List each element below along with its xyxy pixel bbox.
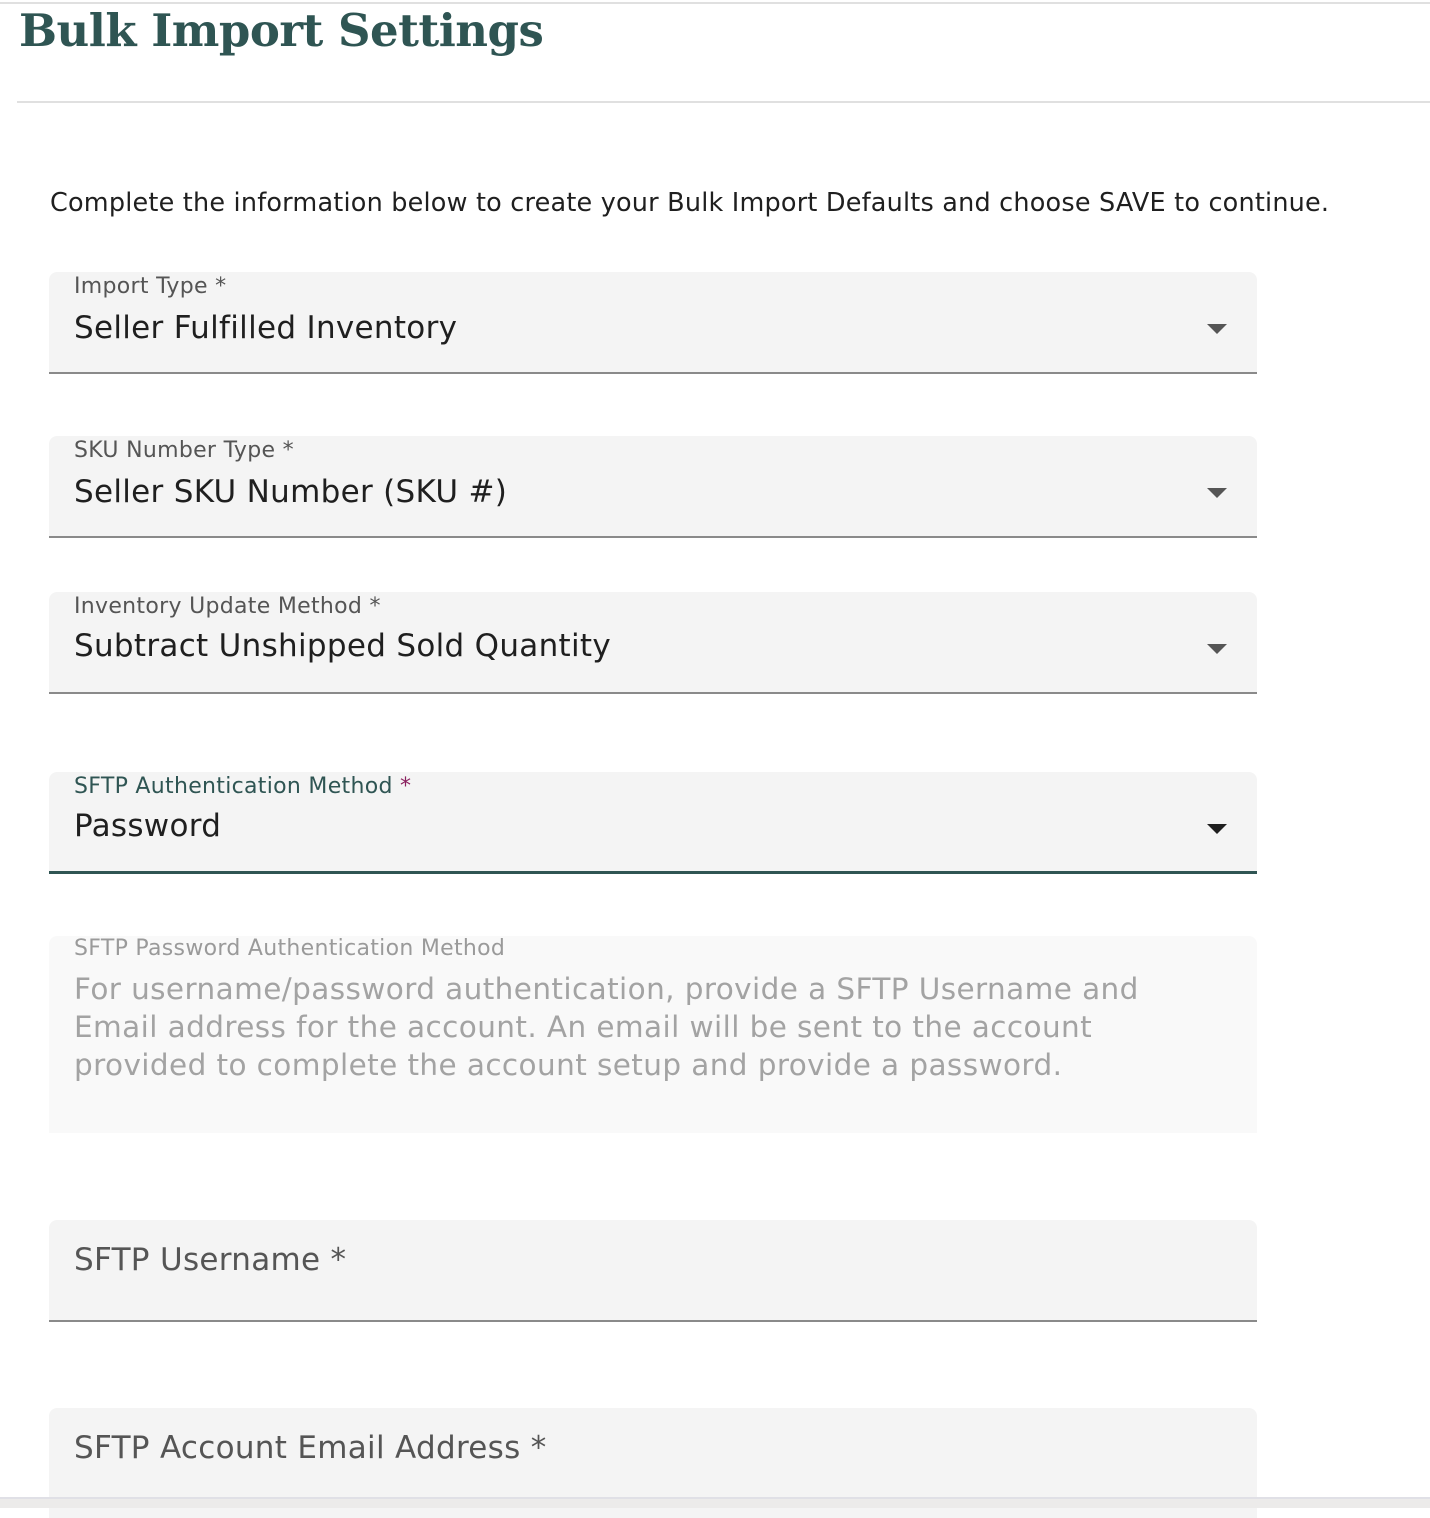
sftp-auth-method-value: Password [74,808,222,844]
dropdown-arrow-icon[interactable] [1207,644,1227,654]
import-type-select[interactable] [49,272,1257,374]
sftp-password-auth-info [49,936,1257,1133]
sftp-email-placeholder: SFTP Account Email Address * [74,1430,547,1466]
bottom-bar [0,1497,1430,1508]
sftp-password-auth-label: SFTP Password Authentication Method [74,936,506,961]
inventory-update-method-label: Inventory Update Method * [74,594,381,619]
sftp-password-auth-text: For username/password authentication, provide a SFTP Username and Email address for the account. An email will be sent to the account provided to complete the account setup and provide a password. [74,972,1139,1082]
intro-text: Complete the information below to create your Bulk Import Defaults and choose SAVE to continue. [50,188,1330,218]
page-title: Bulk Import Settings [19,4,544,57]
sftp-auth-method-label: SFTP Authentication Method * [74,774,412,799]
dropdown-arrow-icon[interactable] [1207,324,1227,334]
sftp-username-input[interactable] [49,1220,1257,1322]
inventory-update-method-select[interactable] [49,592,1257,694]
sku-number-type-select[interactable] [49,436,1257,538]
header-divider [17,101,1430,103]
dropdown-arrow-icon[interactable] [1207,824,1227,834]
import-type-value: Seller Fulfilled Inventory [74,310,458,346]
dropdown-arrow-icon[interactable] [1207,488,1227,498]
sftp-username-placeholder: SFTP Username * [74,1242,347,1278]
import-type-label: Import Type * [74,274,227,299]
sku-number-type-value: Seller SKU Number (SKU #) [74,474,508,510]
sku-number-type-label: SKU Number Type * [74,438,294,463]
inventory-update-method-value: Subtract Unshipped Sold Quantity [74,628,612,664]
sftp-auth-method-select[interactable] [49,772,1257,874]
